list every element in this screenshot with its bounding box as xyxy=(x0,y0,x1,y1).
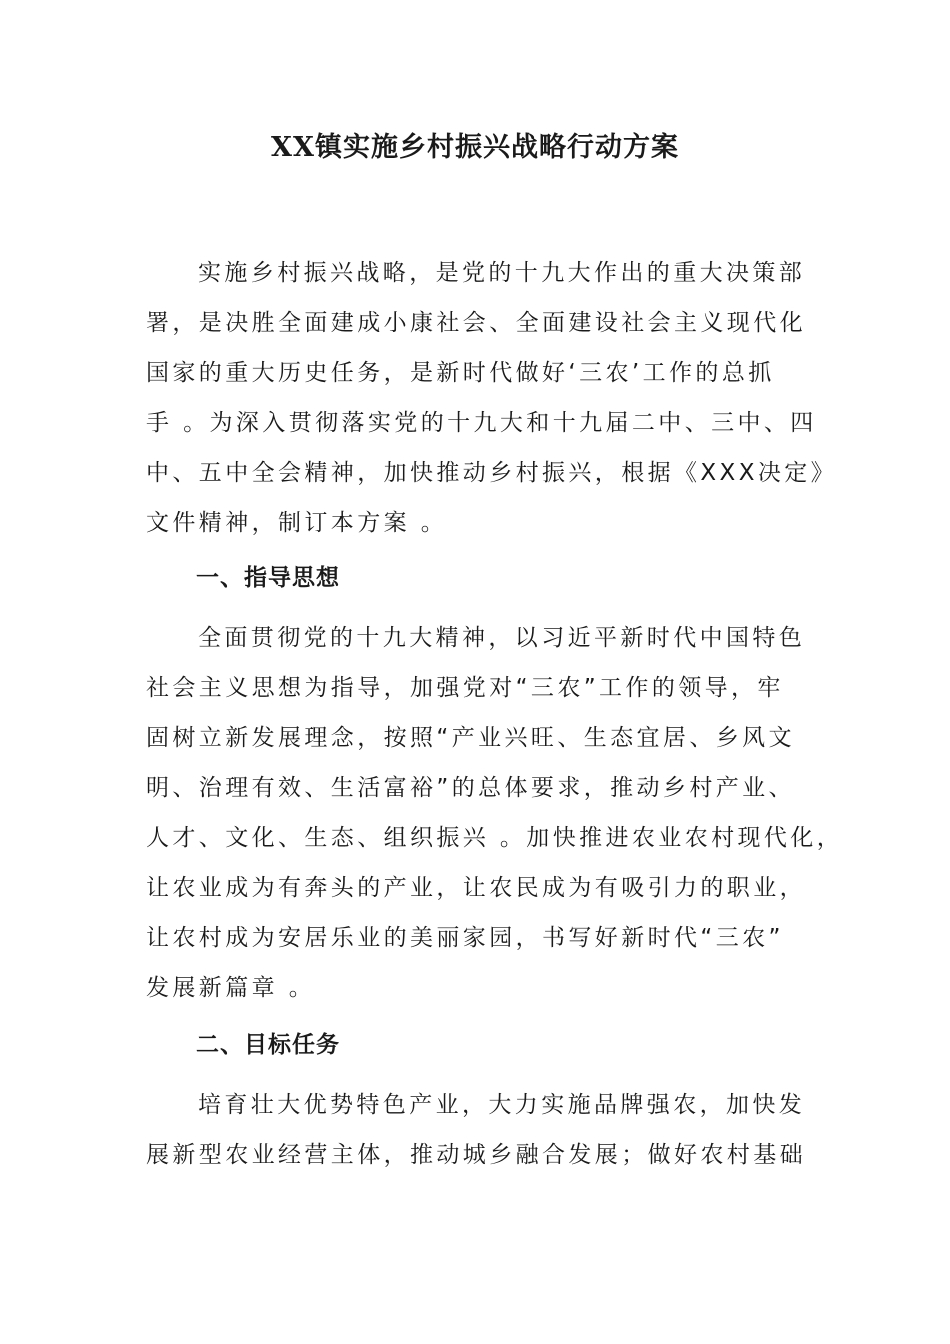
paragraph-line: 发展新篇章 。 xyxy=(146,975,316,1001)
intro-paragraph xyxy=(146,248,838,548)
paragraph-line: 社会主义思想为指导，加强党对“三农”工作的领导，牢 xyxy=(146,675,784,701)
section-paragraph-guiding-ideology xyxy=(146,613,844,1013)
paragraph-line: 让农村成为安居乐业的美丽家园，书写好新时代“三农” xyxy=(146,925,784,951)
paragraph-line: 中、五中全会精神，加快推动乡村振兴，根据《XXX决定》 xyxy=(146,460,838,486)
paragraph-line: 培育壮大优势特色产业，大力实施品牌强农，加快发 xyxy=(198,1092,806,1118)
paragraph-line: 国家的重大历史任务，是新时代做好‘三农’工作的总抓 xyxy=(146,360,775,386)
section-heading-guiding-ideology: 一、指导思想 xyxy=(196,565,340,591)
paragraph-line: 文件精神，制订本方案 。 xyxy=(146,510,448,536)
paragraph-line: 人才、文化、生态、组织振兴 。加快推进农业农村现代化， xyxy=(146,825,844,851)
section-paragraph-objectives xyxy=(146,1080,818,1180)
paragraph-line: 展新型农业经营主体，推动城乡融合发展；做好农村基础 xyxy=(146,1142,806,1168)
paragraph-line: 明、治理有效、生活富裕”的总体要求，推动乡村产业、 xyxy=(146,775,795,801)
paragraph-line: 实施乡村振兴战略，是党的十九大作出的重大决策部 xyxy=(198,260,806,286)
paragraph-line: 署，是决胜全面建成小康社会、全面建设社会主义现代化 xyxy=(146,310,806,336)
paragraph-line: 手 。为深入贯彻落实党的十九大和十九届二中、三中、四 xyxy=(146,410,817,436)
paragraph-line: 全面贯彻党的十九大精神，以习近平新时代中国特色 xyxy=(198,625,806,651)
document-title: XX镇实施乡村振兴战略行动方案 xyxy=(271,132,679,163)
section-heading-objectives: 二、目标任务 xyxy=(196,1032,340,1058)
paragraph-line: 固树立新发展理念，按照“产业兴旺、生态宜居、乡风文 xyxy=(146,725,795,751)
paragraph-line: 让农业成为有奔头的产业，让农民成为有吸引力的职业， xyxy=(146,875,806,901)
